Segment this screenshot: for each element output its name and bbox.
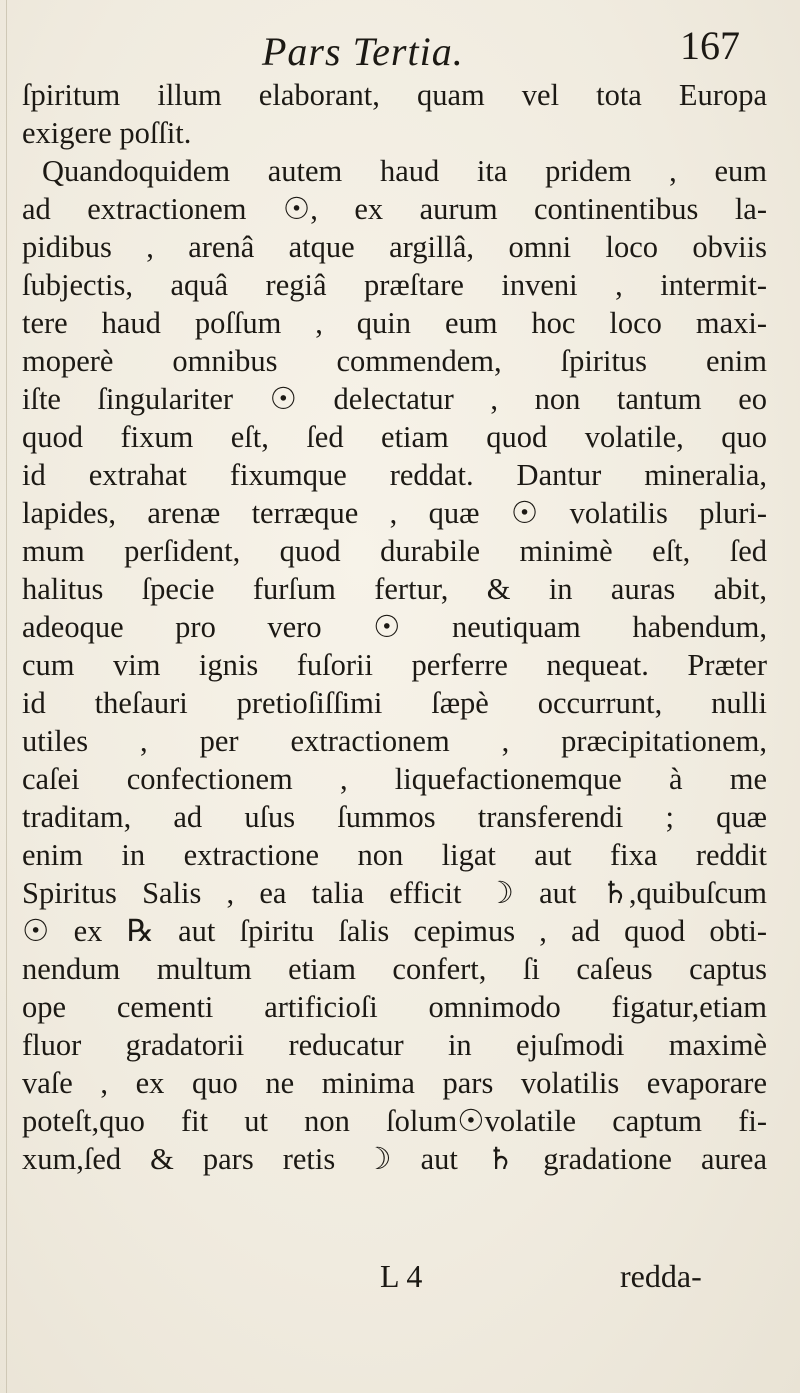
text-line: ope cementi artificioſi omnimodo figatur,etiam <box>22 990 767 1024</box>
text-line: moperè omnibus commendem, ſpiritus enim <box>22 344 767 378</box>
text-line: fluor gradatorii reducatur in ejuſmodi maximè <box>22 1028 767 1062</box>
text-line: xum,ſed & pars retis ☽ aut ♄ gradatione aurea <box>22 1142 767 1176</box>
text-line: cum vim ignis fuſorii perferre nequeat. Præter <box>22 648 767 682</box>
page-footer <box>0 1258 800 1308</box>
text-line: exigere poſſit. <box>22 116 192 150</box>
text-line: ſubjectis, aquâ regiâ præſtare inveni , intermit- <box>22 268 767 302</box>
text-line: ſpiritum illum elaborant, quam vel tota Europa <box>22 78 767 112</box>
text-line: tere haud poſſum , quin eum hoc loco maxi- <box>22 306 767 340</box>
text-line: id theſauri pretioſiſſimi ſæpè occurrunt, nulli <box>22 686 767 720</box>
text-line: nendum multum etiam confert, ſi caſeus captus <box>22 952 767 986</box>
text-line: pidibus , arenâ atque argillâ, omni loco obviis <box>22 230 767 264</box>
text-line: Spiritus Salis , ea talia efficit ☽ aut ♄,quibuſcum <box>22 876 767 910</box>
body-text <box>22 76 767 1178</box>
text-line: ☉ ex ℞ aut ſpiritu ſalis cepimus , ad quod obti- <box>22 914 767 948</box>
running-head: Pars Tertia. <box>262 29 464 74</box>
text-line: enim in extractione non ligat aut fixa reddit <box>22 838 767 872</box>
catchword: redda- <box>620 1258 702 1294</box>
text-line: lapides, arenæ terræque , quæ ☉ volatilis pluri- <box>22 496 767 530</box>
text-line: ad extractionem ☉, ex aurum continentibus la- <box>22 192 767 226</box>
text-line: quod fixum eſt, ſed etiam quod volatile, quo <box>22 420 767 454</box>
text-line: poteſt,quo fit ut non ſolum☉volatile captum fi- <box>22 1104 767 1138</box>
text-line: Quandoquidem autem haud ita pridem , eum <box>42 154 767 188</box>
text-line: mum perſident, quod durabile minimè eſt, ſed <box>22 534 767 568</box>
text-line: caſei confectionem , liquefactionemque à me <box>22 762 767 796</box>
text-line: vaſe , ex quo ne minima pars volatilis evaporare <box>22 1066 767 1100</box>
page-number: 167 <box>680 23 740 68</box>
text-line: utiles , per extractionem , præcipitationem, <box>22 724 767 758</box>
text-line: halitus ſpecie furſum fertur, & in auras abit, <box>22 572 767 606</box>
text-line: adeoque pro vero ☉ neutiquam habendum, <box>22 610 767 644</box>
page-header <box>0 10 800 74</box>
signature-mark: L 4 <box>380 1258 423 1294</box>
text-line: id extrahat fixumque reddat. Dantur mineralia, <box>22 458 767 492</box>
text-line: traditam, ad uſus ſummos transferendi ; quæ <box>22 800 767 834</box>
text-line: iſte ſingulariter ☉ delectatur , non tantum eo <box>22 382 767 416</box>
binding-edge <box>6 0 7 1393</box>
